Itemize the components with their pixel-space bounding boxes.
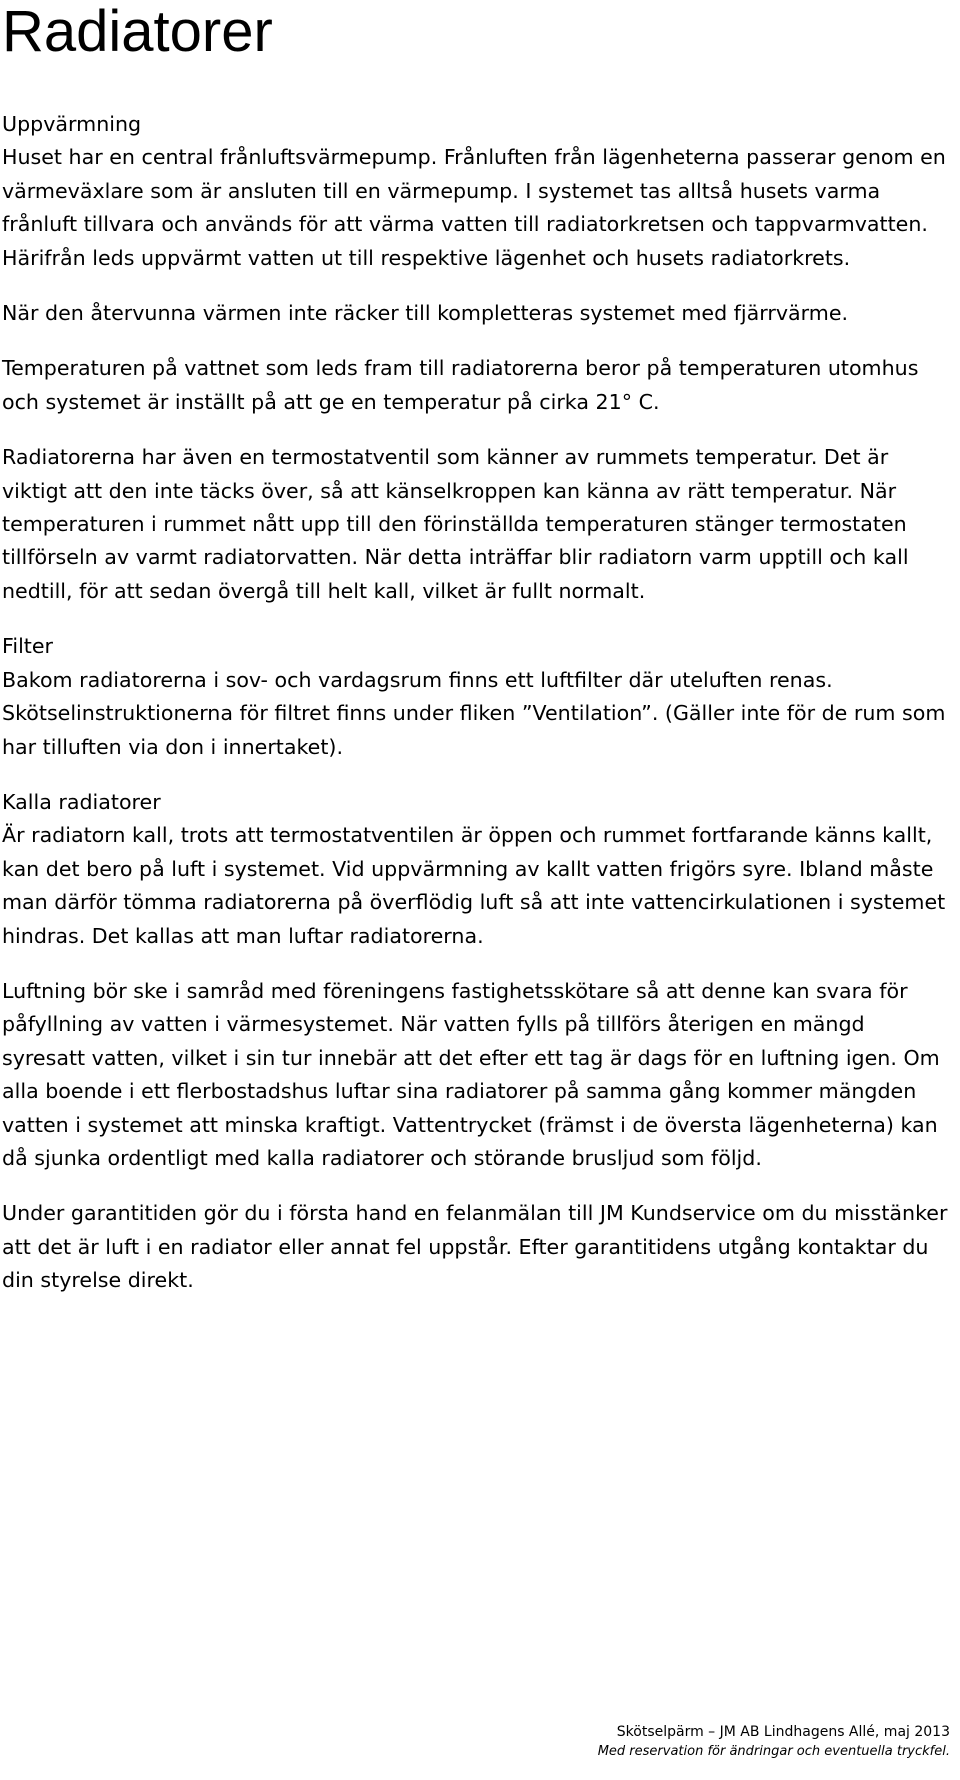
page-footer [598, 1722, 950, 1762]
paragraph-fjarrvarme: När den återvunna värmen inte räcker till kompletteras systemet med fjärrvärme. [2, 301, 849, 326]
page-title: Radiatorer [2, 0, 273, 64]
paragraph-uppvarmning-intro: Huset har en central frånluftsvärmepump. Frånluften från lägenheterna passerar genom en värmeväxlare som är ansluten till en värmepump. I systemet tas alltså husets varma frånluft tillvara och används för att värma vatten till radiatorkretsen och tappvarmvatten. Härifrån leds uppvärmt vatten ut till respektive lägenhet och husets radiatorkrets. [2, 145, 946, 270]
paragraph-luftning: Luftning bör ske i samråd med föreningens fastighetsskötare så att denne kan svara för påfyllning av vatten i värmesystemet. När vatten fylls på tillförs återigen en mängd syresatt vatten, vilket i sin tur innebär att det efter ett tag är dags för en luftning igen. Om alla boende i ett flerbostadshus luftar sina radiatorer på samma gång kommer mängden vatten i systemet att minska kraftigt. Vattentrycket (främst i de översta lägenheterna) kan då sjunka ordentligt med kalla radiatorer och störande brusljud som följd. [2, 978, 940, 1170]
section-heading-filter: Filter [2, 634, 54, 659]
paragraph-temperatur: Temperaturen på vattnet som leds fram till radiatorerna beror på temperaturen utomhus och systemet är inställt på att ge en temperatur på cirka 21° C. [2, 356, 919, 414]
footer-document-info: Skötselpärm – JM AB Lindhagens Allé, maj 2013 [616, 1724, 950, 1740]
paragraph-garantitid: Under garantitiden gör du i första hand en felanmälan till JM Kundservice om du misstänker att det är luft i en radiator eller annat fel uppstår. Efter garantitidens utgång kontaktar du din styrelse direkt. [2, 1201, 948, 1293]
document-body [2, 108, 950, 1298]
footer-disclaimer: Med reservation för ändringar och eventuella tryckfel. [597, 1744, 950, 1759]
section-heading-kalla-radiatorer: Kalla radiatorer [2, 789, 161, 814]
paragraph-kalla-radiatorer: Är radiatorn kall, trots att termostatventilen är öppen och rummet fortfarande känns kallt, kan det bero på luft i systemet. Vid uppvärmning av kallt vatten frigörs syre. Ibland måste man därför tömma radiatorerna på överflödig luft så att inte vattencirkulationen i systemet hindras. Det kallas att man luftar radiatorerna. [2, 823, 946, 948]
paragraph-termostatventil: Radiatorerna har även en termostatventil som känner av rummets temperatur. Det är viktigt att den inte täcks över, så att känselkroppen kan känna av rätt temperatur. När temperaturen i rummet nått upp till den förinställda temperaturen stänger termostaten tillförseln av varmt radiatorvatten. När detta inträffar blir radiatorn varm upptill och kall nedtill, för att sedan övergå till helt kall, vilket är fullt normalt. [2, 445, 909, 603]
paragraph-filter: Bakom radiatorerna i sov- och vardagsrum finns ett luftfilter där uteluften renas. Skötselinstruktionerna för filtret finns under fliken ”Ventilation”. (Gäller inte för de rum som har tilluften via don i innertaket). [2, 667, 946, 759]
section-heading-uppvarmning: Uppvärmning [2, 112, 142, 136]
